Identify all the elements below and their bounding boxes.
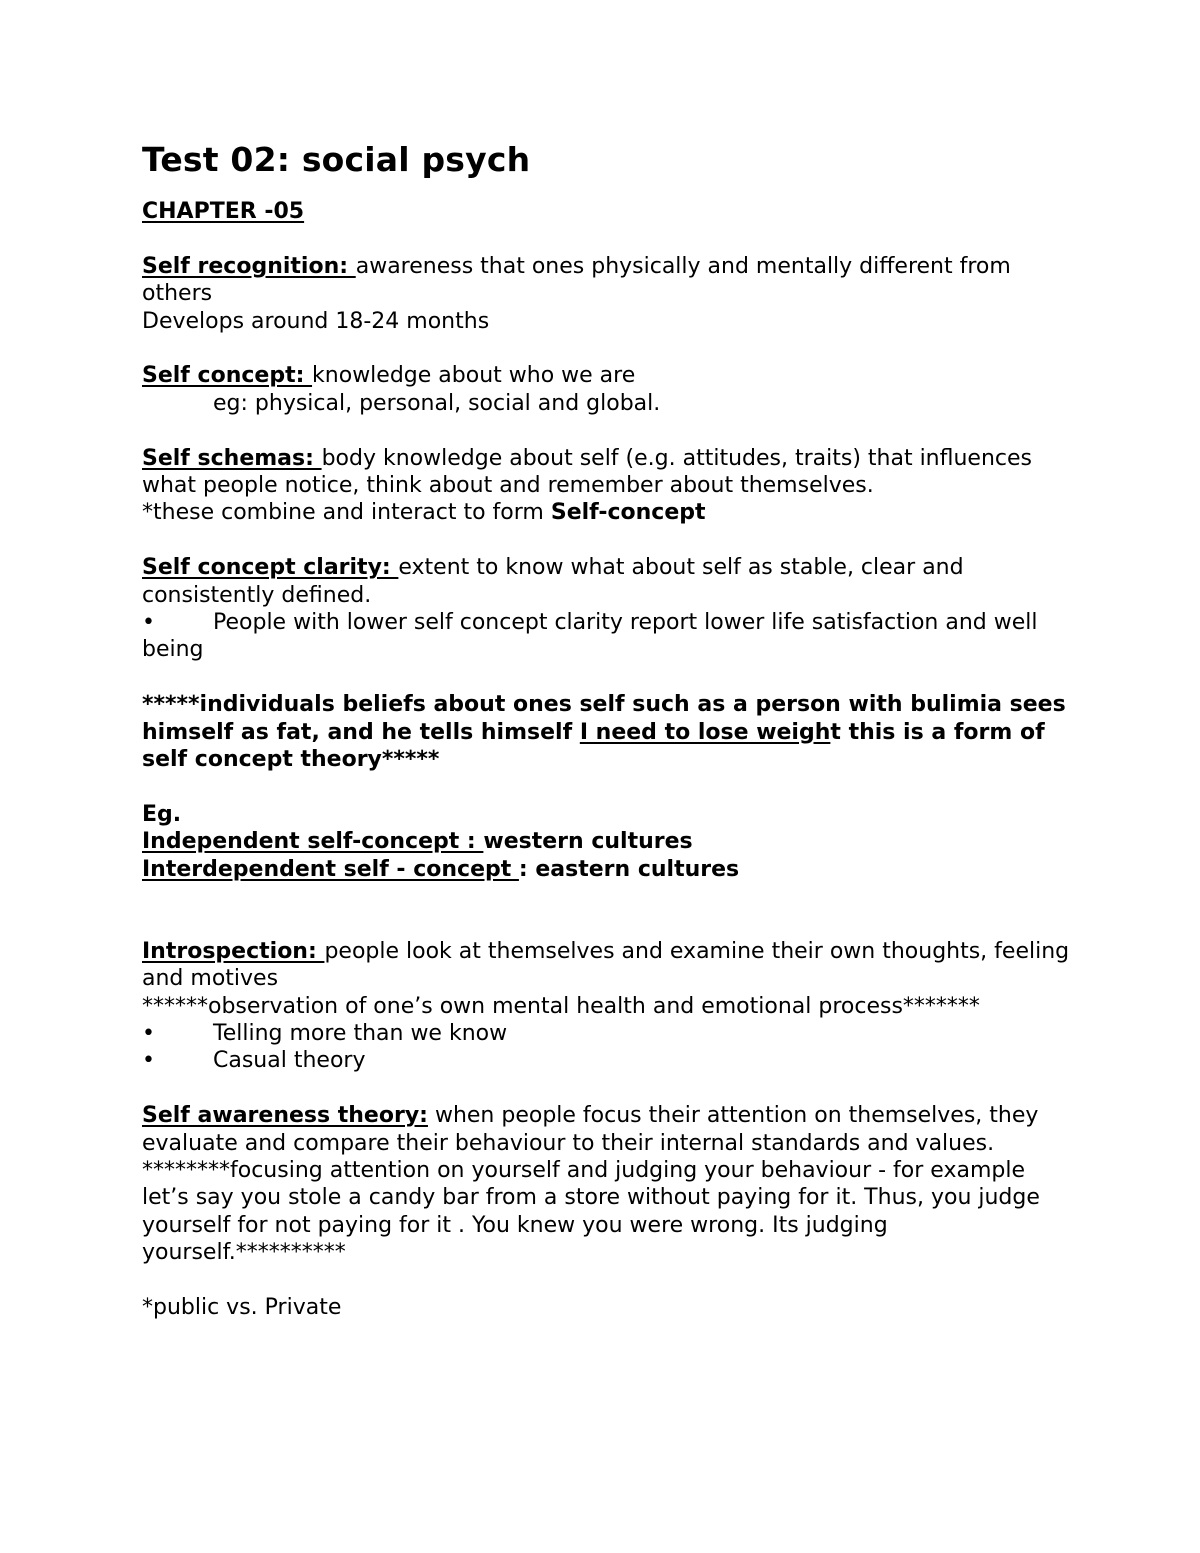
interdependent-value: : eastern cultures bbox=[518, 856, 740, 882]
list-item-text: Casual theory bbox=[213, 1048, 366, 1074]
bulimia-note-text: *****individuals beliefs about ones self such as a person with bulimia sees himself as fat, and he tells himself bbox=[142, 692, 1066, 745]
independent-term: Independent self-concept : bbox=[142, 829, 484, 855]
self-recognition-detail: Develops around 18-24 months bbox=[142, 308, 490, 334]
bulimia-note bbox=[142, 691, 1072, 773]
bulimia-note-underlined: I need to lose weigh bbox=[579, 719, 831, 745]
self-schemas-paragraph bbox=[142, 445, 1072, 500]
list-item-text: Telling more than we know bbox=[213, 1021, 508, 1047]
bullet-icon: • bbox=[142, 610, 155, 636]
self-schemas-definition: body knowledge about self (e.g. attitudes, traits) that influences what people notice, think about and remember about themselves. bbox=[142, 445, 1032, 499]
introspection-definition: people look at themselves and examine their own thoughts, feeling and motives bbox=[142, 938, 1070, 992]
self-awareness-paragraph bbox=[142, 1102, 1072, 1157]
self-concept-clarity-paragraph bbox=[142, 554, 1072, 609]
self-awareness-term: Self awareness theory: bbox=[142, 1103, 428, 1129]
interdependent-term: Interdependent self - concept bbox=[142, 856, 519, 882]
chapter-label: CHAPTER -05 bbox=[142, 199, 305, 224]
bullet-icon: • bbox=[142, 1021, 155, 1047]
eg-label: Eg. bbox=[142, 801, 182, 827]
self-schemas-term: Self schemas: bbox=[142, 445, 322, 471]
self-concept-term: Self concept: bbox=[142, 363, 313, 389]
document-title: Test 02: social psych bbox=[142, 140, 531, 179]
interdependent-line bbox=[142, 856, 1072, 883]
self-recognition-definition: awareness that ones physically and mentally different from others bbox=[142, 253, 1011, 307]
self-concept-paragraph bbox=[142, 362, 1072, 389]
self-schemas-note-text: *these combine and interact to form bbox=[142, 500, 551, 526]
introspection-note: ******observation of one’s own mental health and emotional process******* bbox=[142, 993, 980, 1019]
list-item-text: People with lower self concept clarity report lower life satisfaction and well being bbox=[142, 610, 1038, 663]
independent-line bbox=[142, 828, 1072, 855]
introspection-term: Introspection: bbox=[142, 938, 325, 964]
document-body bbox=[142, 140, 1072, 1322]
independent-value: western cultures bbox=[483, 829, 693, 855]
self-awareness-note: ********focusing attention on yourself and judging your behaviour - for example let’s say you stole a candy bar from a store without paying for it. Thus, you judge yourself for not paying for it . You knew you were wrong. Its judging yourself.********** bbox=[142, 1158, 1040, 1266]
self-awareness-definition: when people focus their attention on themselves, they evaluate and compare their behaviour to their internal standards and values. bbox=[142, 1103, 1039, 1156]
self-recognition-paragraph bbox=[142, 253, 1072, 308]
list-item bbox=[142, 1020, 1072, 1047]
list-item bbox=[142, 1047, 1072, 1074]
self-recognition-term: Self recognition: bbox=[142, 253, 356, 279]
public-private-note: *public vs. Private bbox=[142, 1295, 342, 1321]
bulimia-note-text-end: t this is a form of self concept theory***** bbox=[142, 719, 1045, 773]
bullet-icon: • bbox=[142, 1048, 155, 1074]
list-item bbox=[142, 609, 1072, 664]
introspection-paragraph bbox=[142, 938, 1072, 993]
self-schemas-note bbox=[142, 499, 1072, 526]
self-concept-definition: knowledge about who we are bbox=[312, 363, 636, 389]
chapter-heading bbox=[142, 198, 1072, 225]
self-concept-example: eg: physical, personal, social and global. bbox=[213, 390, 661, 416]
self-concept-clarity-definition: extent to know what about self as stable, clear and consistently defined. bbox=[142, 555, 964, 608]
self-schemas-note-bold: Self-concept bbox=[550, 500, 706, 526]
self-concept-clarity-term: Self concept clarity: bbox=[142, 555, 399, 581]
